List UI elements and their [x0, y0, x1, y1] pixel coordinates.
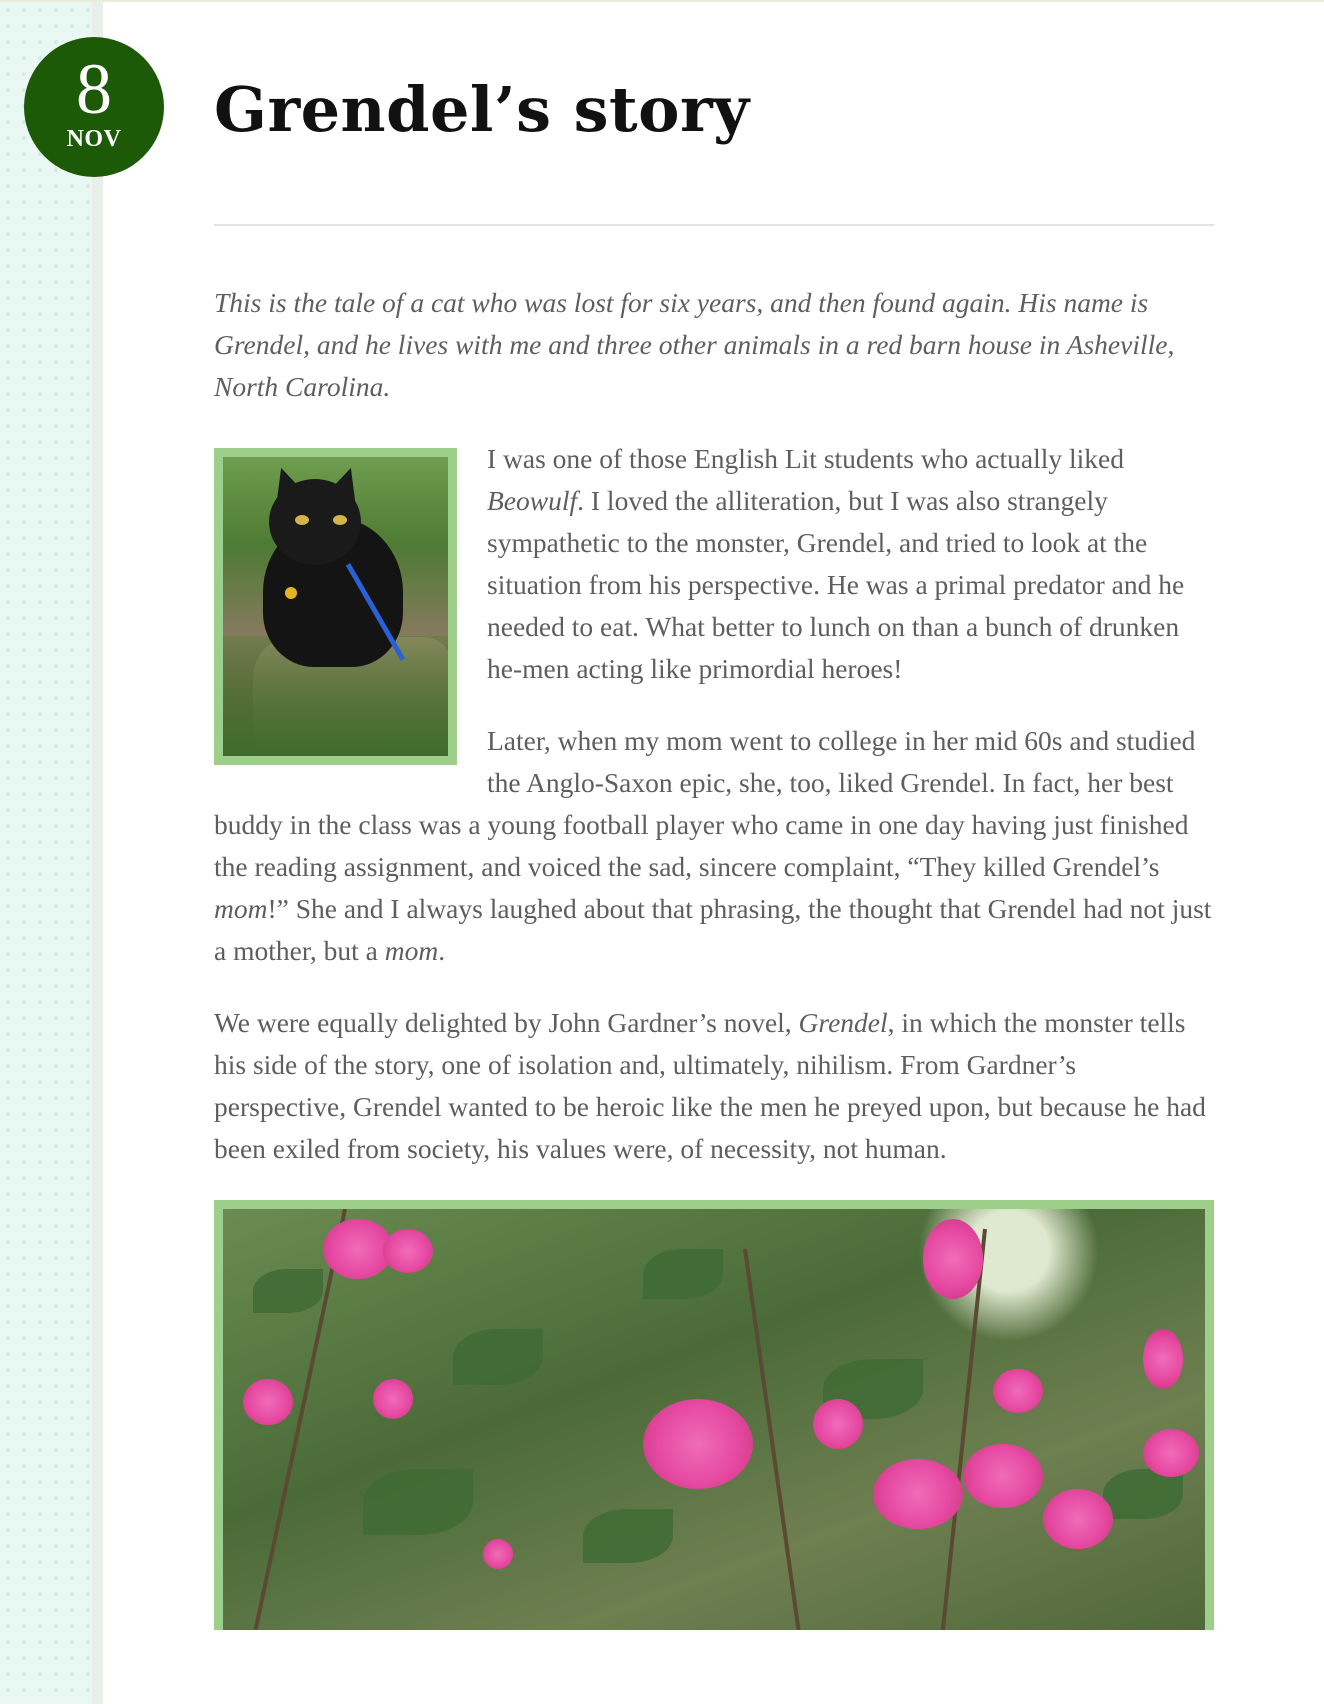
rose-flower	[923, 1219, 983, 1299]
book-title-beowulf: Beowulf	[487, 485, 578, 516]
rose-flower	[383, 1229, 433, 1273]
cat-head	[269, 479, 361, 565]
paragraph-text: Later, when my mom went to college in her mid 60s and studied the Anglo-Saxon epic, she, too, liked Grendel. In fact, her best buddy in the class was a young football player who came in one day having just finished the reading assignment, and voiced the sad, sincere complaint, “They killed Grendel’s	[214, 725, 1196, 882]
rose-flower	[1143, 1329, 1183, 1389]
photo-leaf	[583, 1509, 673, 1563]
emphasis-mom: mom	[384, 935, 439, 966]
rose-flower	[1143, 1429, 1199, 1477]
rose-flower	[813, 1399, 863, 1449]
lead-paragraph: This is the tale of a cat who was lost for six years, and then found again. His name is Grendel, and he lives with me and three other animals in a red barn house in Asheville, North Carolina.	[214, 287, 1175, 402]
title-divider	[214, 224, 1214, 226]
post-title[interactable]: Grendel’s story	[214, 73, 750, 146]
paragraph-gardner	[214, 1002, 1214, 1170]
rose-flower	[483, 1539, 513, 1569]
collar-tag	[285, 587, 297, 599]
cat-eye	[295, 515, 309, 525]
rose-flower	[873, 1459, 963, 1529]
cat-eye	[333, 515, 347, 525]
content-edge	[92, 2, 103, 1704]
rose-flower	[373, 1379, 413, 1419]
rose-flower	[243, 1379, 293, 1425]
cat-photo[interactable]	[214, 448, 457, 765]
paragraph-text: I was one of those English Lit students who actually liked	[487, 443, 1124, 474]
paragraph-text: !” She and I always laughed about that phrasing, the thought that Grendel had not just a mother, but a	[214, 893, 1212, 966]
photo-leaf	[453, 1329, 543, 1385]
photo-leaf	[363, 1469, 473, 1535]
date-badge	[24, 37, 164, 177]
paragraph-text: We were equally delighted by John Gardner’s novel,	[214, 1007, 799, 1038]
date-month: NOV	[66, 126, 122, 152]
paragraph-text: .	[438, 935, 446, 966]
rose-flower	[993, 1369, 1043, 1413]
photo-leaf	[253, 1269, 323, 1313]
paragraph-text: . I loved the alliteration, but I was also strangely sympathetic to the monster, Grendel, and tried to look at the situation from his perspective. He was a primal predator and he needed to eat. What better to lunch on than a bunch of drunken he-men acting like primordial heroes!	[487, 485, 1185, 684]
rose-flower	[643, 1399, 753, 1489]
book-title-grendel: Grendel	[798, 1007, 888, 1038]
top-border	[0, 0, 1324, 2]
page-background-pattern	[0, 2, 92, 1704]
rose-flower	[963, 1444, 1043, 1508]
post-content	[214, 282, 1214, 1630]
date-day: 8	[76, 49, 112, 129]
photo-leaf	[643, 1249, 723, 1299]
rose-flower	[1043, 1489, 1113, 1549]
paragraph-text: , in which the monster tells his side of the story, one of isolation and, ultimately, nihilism. From Gardner’s perspective, Grendel wanted to be heroic like the men he preyed upon, but because he had been exiled from society, his values were, of necessity, not human.	[214, 1007, 1206, 1164]
emphasis-mom: mom	[214, 893, 268, 924]
rose-photo[interactable]	[214, 1200, 1214, 1630]
